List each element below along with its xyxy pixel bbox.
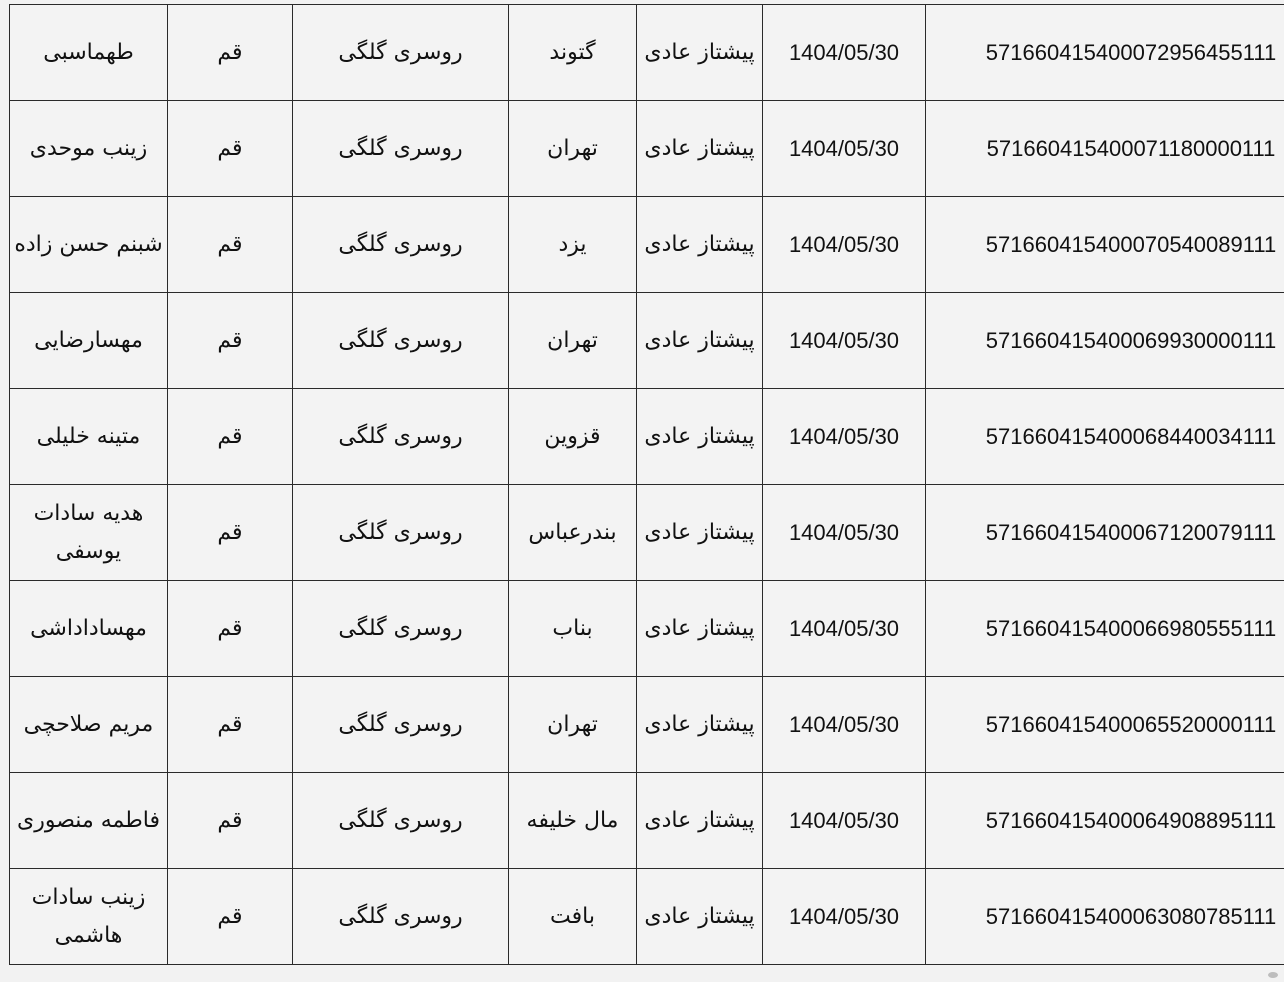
tracking-number: 571660415400067120079111 — [985, 519, 1277, 545]
date-cell — [763, 581, 926, 677]
destination-city: تهران — [547, 328, 598, 353]
shipment-date: 1404/05/30 — [788, 327, 900, 353]
item-cell — [293, 293, 509, 389]
tracking-number: 571660415400066980555111 — [985, 615, 1277, 641]
destination-city: بناب — [552, 616, 593, 641]
tracking-number-cell — [926, 677, 1284, 773]
item-cell — [293, 581, 509, 677]
item-cell — [293, 5, 509, 101]
service-type-cell — [637, 677, 763, 773]
service-type-cell — [637, 389, 763, 485]
recipient-name: مهسارضایی — [34, 327, 143, 353]
shipment-date: 1404/05/30 — [788, 135, 900, 161]
shipments-table-body — [10, 5, 1284, 965]
date-cell — [763, 485, 926, 581]
tracking-number: 571660415400064908895111 — [985, 807, 1277, 833]
service-type: پیشتاز عادی — [644, 616, 755, 641]
origin-city: قم — [217, 136, 243, 161]
item-description: روسری گلگی — [338, 232, 463, 257]
table-row — [10, 773, 1284, 869]
service-type: پیشتاز عادی — [644, 424, 755, 449]
tracking-number: 571660415400068440034111 — [985, 423, 1277, 449]
item-description: روسری گلگی — [338, 328, 463, 353]
tracking-number-cell — [926, 5, 1284, 101]
tracking-number-cell — [926, 485, 1284, 581]
destination-city-cell — [509, 485, 637, 581]
origin-city: قم — [217, 904, 243, 929]
tracking-number: 571660415400072956455111 — [985, 39, 1277, 65]
date-cell — [763, 773, 926, 869]
origin-city-cell — [168, 677, 293, 773]
origin-city-cell — [168, 773, 293, 869]
recipient-name: هدیه سادات یوسفی — [33, 500, 144, 564]
date-cell — [763, 197, 926, 293]
destination-city-cell — [509, 293, 637, 389]
recipient-name-cell — [10, 293, 168, 389]
origin-city-cell — [168, 101, 293, 197]
shipment-date: 1404/05/30 — [788, 423, 900, 449]
recipient-name: زینب موحدی — [29, 135, 148, 161]
origin-city-cell — [168, 5, 293, 101]
destination-city-cell — [509, 389, 637, 485]
destination-city-cell — [509, 773, 637, 869]
service-type-cell — [637, 197, 763, 293]
origin-city: قم — [217, 808, 243, 833]
tracking-number-cell — [926, 197, 1284, 293]
destination-city: بافت — [550, 904, 595, 929]
recipient-name-cell — [10, 101, 168, 197]
tracking-number-cell — [926, 293, 1284, 389]
origin-city-cell — [168, 869, 293, 965]
service-type: پیشتاز عادی — [644, 712, 755, 737]
table-row — [10, 485, 1284, 581]
date-cell — [763, 869, 926, 965]
recipient-name: مریم صلاحچی — [23, 711, 154, 737]
date-cell — [763, 101, 926, 197]
tracking-number: 571660415400071180000111 — [986, 135, 1276, 161]
origin-city-cell — [168, 197, 293, 293]
service-type: پیشتاز عادی — [644, 328, 755, 353]
table-row — [10, 293, 1284, 389]
recipient-name-cell — [10, 389, 168, 485]
item-description: روسری گلگی — [338, 40, 463, 65]
destination-city: گتوند — [549, 40, 596, 65]
item-cell — [293, 485, 509, 581]
shipment-date: 1404/05/30 — [788, 519, 900, 545]
service-type: پیشتاز عادی — [644, 520, 755, 545]
item-cell — [293, 197, 509, 293]
service-type: پیشتاز عادی — [644, 904, 755, 929]
shipment-date: 1404/05/30 — [788, 231, 900, 257]
shipment-date: 1404/05/30 — [788, 903, 900, 929]
recipient-name: طهماسبی — [43, 39, 134, 65]
service-type-cell — [637, 293, 763, 389]
destination-city-cell — [509, 869, 637, 965]
item-description: روسری گلگی — [338, 520, 463, 545]
recipient-name: مهساداداشی — [30, 615, 147, 641]
origin-city-cell — [168, 581, 293, 677]
service-type: پیشتاز عادی — [644, 808, 755, 833]
destination-city: تهران — [547, 136, 598, 161]
tracking-number: 571660415400065520000111 — [985, 711, 1277, 737]
item-description: روسری گلگی — [338, 712, 463, 737]
origin-city: قم — [217, 232, 243, 257]
recipient-name: شبنم حسن زاده — [14, 231, 163, 257]
shipment-date: 1404/05/30 — [788, 711, 900, 737]
recipient-name-cell — [10, 869, 168, 965]
tracking-number: 571660415400069930000111 — [985, 327, 1277, 353]
shipment-date: 1404/05/30 — [788, 39, 900, 65]
date-cell — [763, 389, 926, 485]
service-type-cell — [637, 485, 763, 581]
origin-city-cell — [168, 389, 293, 485]
tracking-number-cell — [926, 773, 1284, 869]
table-row — [10, 101, 1284, 197]
recipient-name-cell — [10, 197, 168, 293]
item-description: روسری گلگی — [338, 616, 463, 641]
service-type-cell — [637, 869, 763, 965]
shipment-date: 1404/05/30 — [788, 615, 900, 641]
recipient-name-cell — [10, 773, 168, 869]
origin-city: قم — [217, 40, 243, 65]
origin-city-cell — [168, 485, 293, 581]
item-cell — [293, 101, 509, 197]
item-description: روسری گلگی — [338, 424, 463, 449]
service-type: پیشتاز عادی — [644, 40, 755, 65]
service-type-cell — [637, 101, 763, 197]
item-cell — [293, 389, 509, 485]
table-row — [10, 197, 1284, 293]
date-cell — [763, 677, 926, 773]
item-description: روسری گلگی — [338, 136, 463, 161]
recipient-name: زینب سادات هاشمی — [31, 884, 146, 948]
date-cell — [763, 5, 926, 101]
item-cell — [293, 677, 509, 773]
destination-city-cell — [509, 677, 637, 773]
service-type-cell — [637, 5, 763, 101]
item-cell — [293, 869, 509, 965]
tracking-number-cell — [926, 581, 1284, 677]
destination-city-cell — [509, 5, 637, 101]
destination-city-cell — [509, 581, 637, 677]
date-cell — [763, 293, 926, 389]
tracking-number-cell — [926, 869, 1284, 965]
origin-city: قم — [217, 328, 243, 353]
shipments-table — [9, 4, 1284, 965]
origin-city: قم — [217, 616, 243, 641]
table-row — [10, 869, 1284, 965]
item-cell — [293, 773, 509, 869]
origin-city-cell — [168, 293, 293, 389]
table-row — [10, 677, 1284, 773]
tracking-number-cell — [926, 101, 1284, 197]
recipient-name: فاطمه منصوری — [17, 807, 160, 833]
service-type: پیشتاز عادی — [644, 232, 755, 257]
origin-city: قم — [217, 424, 243, 449]
origin-city: قم — [217, 712, 243, 737]
table-row — [10, 389, 1284, 485]
table-row — [10, 5, 1284, 101]
destination-city: قزوین — [544, 424, 601, 449]
shipment-date: 1404/05/30 — [788, 807, 900, 833]
destination-city-cell — [509, 197, 637, 293]
tracking-number: 571660415400070540089111 — [985, 231, 1277, 257]
destination-city: مال خلیفه — [526, 808, 619, 833]
page-edge-mark — [1268, 972, 1278, 978]
item-description: روسری گلگی — [338, 904, 463, 929]
recipient-name-cell — [10, 485, 168, 581]
service-type: پیشتاز عادی — [644, 136, 755, 161]
destination-city: بندرعباس — [528, 520, 617, 545]
destination-city: تهران — [547, 712, 598, 737]
tracking-number: 571660415400063080785111 — [985, 903, 1277, 929]
recipient-name-cell — [10, 677, 168, 773]
destination-city-cell — [509, 101, 637, 197]
recipient-name-cell — [10, 581, 168, 677]
service-type-cell — [637, 773, 763, 869]
recipient-name: متینه خلیلی — [36, 423, 141, 449]
service-type-cell — [637, 581, 763, 677]
item-description: روسری گلگی — [338, 808, 463, 833]
table-row — [10, 581, 1284, 677]
origin-city: قم — [217, 520, 243, 545]
destination-city: یزد — [558, 232, 587, 257]
tracking-number-cell — [926, 389, 1284, 485]
recipient-name-cell — [10, 5, 168, 101]
